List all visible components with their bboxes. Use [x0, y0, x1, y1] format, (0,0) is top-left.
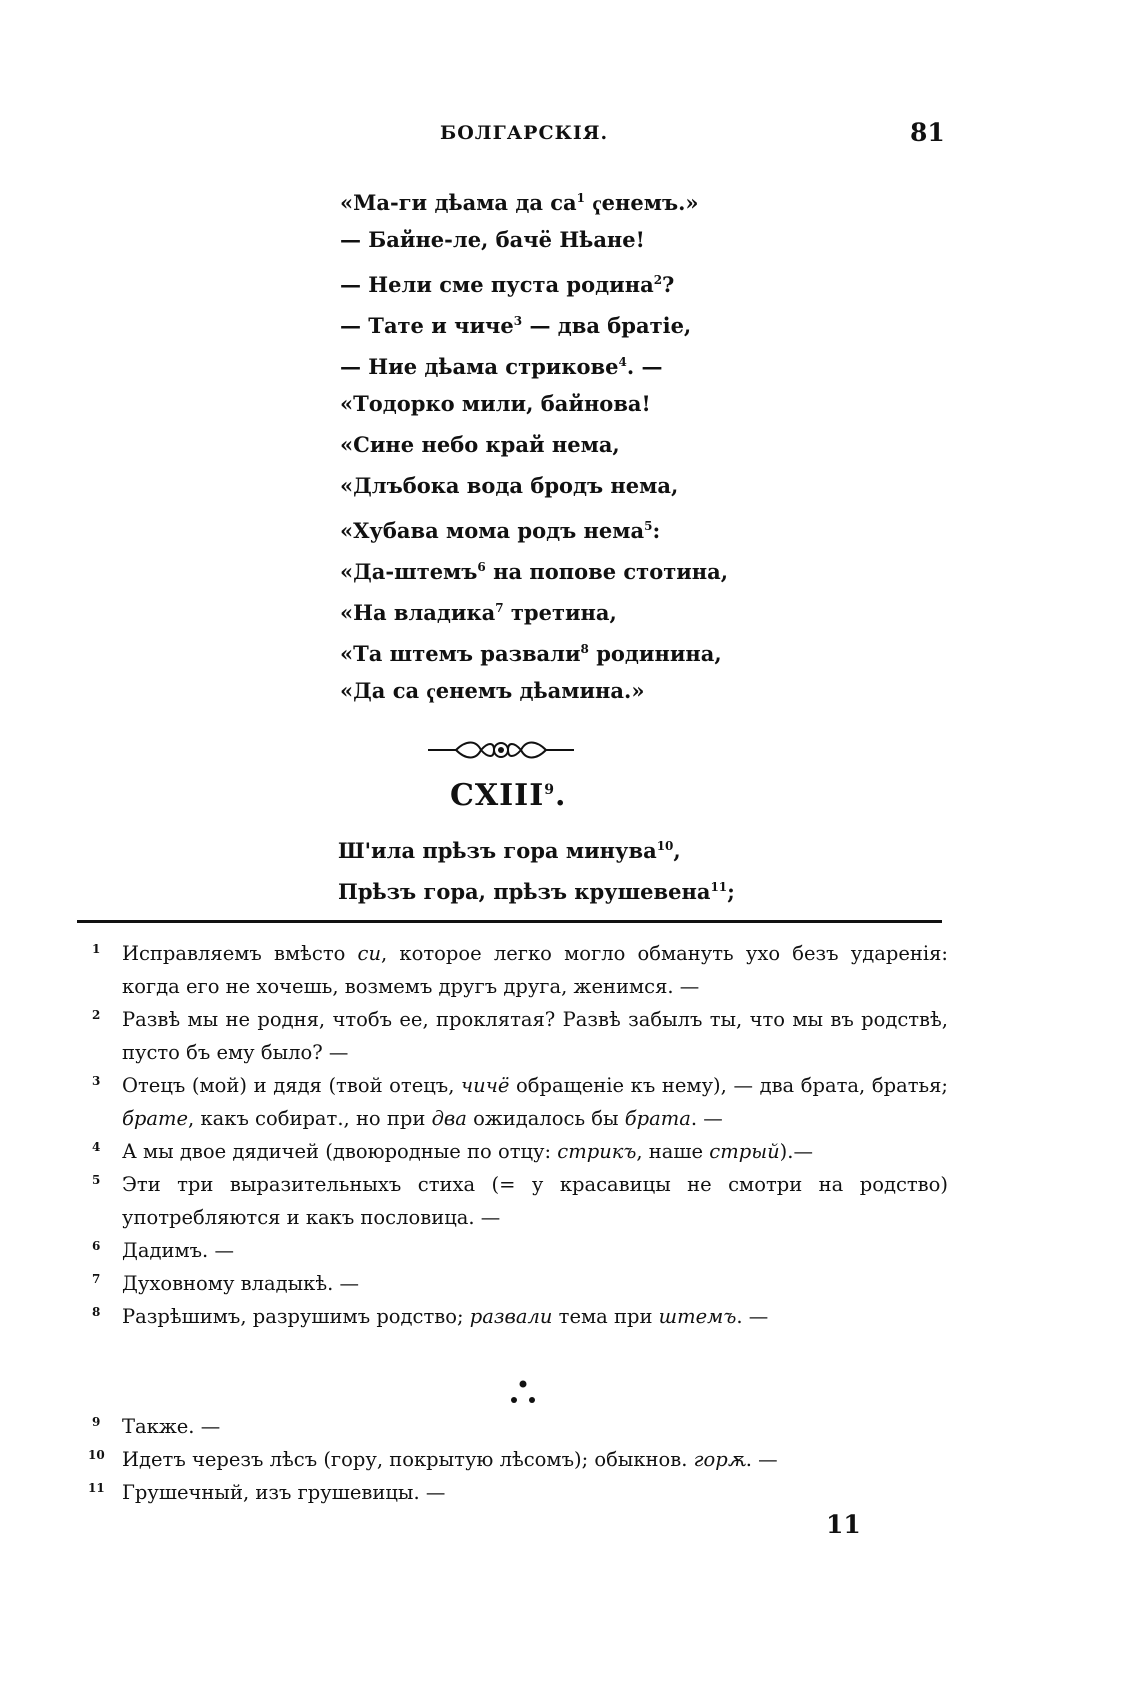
verse-text: — Байне-ле, бачё Нҍане!	[340, 227, 645, 252]
footnote-text: А мы двое дядичей (двоюродные по отцу:	[122, 1140, 558, 1163]
footnote-italic: си	[357, 942, 382, 965]
verse-line	[340, 465, 840, 506]
section-title-note: 9	[544, 782, 556, 798]
footnote	[92, 1234, 948, 1267]
verse-line	[340, 219, 840, 260]
verse-line	[340, 670, 840, 711]
poem-verse-2	[338, 826, 838, 908]
verse-tail: . —	[626, 354, 663, 379]
verse-tail: на попове стотина,	[485, 559, 729, 584]
note-ref: 2	[653, 273, 663, 287]
footnote	[88, 1476, 948, 1509]
footnote-rule	[77, 920, 942, 923]
footnote-number: 6	[92, 1239, 101, 1253]
note-ref: 4	[618, 355, 627, 369]
footnote-text: ожидалось бы	[466, 1107, 625, 1130]
footnote-number: 8	[92, 1305, 101, 1319]
ornament-divider-icon	[426, 738, 576, 762]
verse2-line	[338, 867, 838, 908]
verse-text: «Да са ҁенемъ дҍамина.»	[340, 678, 645, 703]
footnote-text: Также. —	[122, 1415, 221, 1438]
footnote-text: Эти три выразительныхъ стиха (= у красавицы не смотри на родство) употребляются и какъ пословица. —	[122, 1173, 948, 1229]
footnote-number: 4	[92, 1140, 101, 1154]
verse-line	[340, 260, 840, 301]
verse-line	[340, 301, 840, 342]
footnote-italic: два	[431, 1107, 467, 1130]
verse-text: «Тодорко мили, байнова!	[340, 391, 651, 416]
verse-line	[340, 547, 840, 588]
verse-tail: ,	[673, 838, 681, 863]
verse-line	[340, 424, 840, 465]
footnotes	[92, 937, 948, 1333]
verse-line	[340, 383, 840, 424]
note-ref: 1	[576, 191, 586, 205]
footnote-italic: брате	[122, 1107, 189, 1130]
footnote-italic: развали	[469, 1305, 553, 1328]
footnote-number: 2	[92, 1008, 101, 1022]
footnote-italic: чичё	[461, 1074, 510, 1097]
footnote-text: Исправляемъ вмѣсто	[122, 942, 358, 965]
verse-tail: третина,	[503, 600, 617, 625]
footnote-number: 9	[92, 1415, 101, 1429]
verse-tail: — два братіе,	[522, 313, 692, 338]
section-title: CXIII$^9$.	[450, 778, 567, 813]
footnote	[92, 937, 948, 1003]
footnote-italic: стрый	[709, 1140, 780, 1163]
footnote-number: 1	[92, 942, 101, 956]
footnote-text: . —	[745, 1448, 778, 1471]
footnote-italic: штемъ	[658, 1305, 737, 1328]
verse-line	[340, 629, 840, 670]
verse-text: «Длъбока вода бродъ нема,	[340, 473, 679, 498]
footnote-italic: горѫ	[693, 1448, 746, 1471]
footnote-number: 3	[92, 1074, 101, 1088]
footnote-text: Дадимъ. —	[122, 1239, 234, 1262]
footnote-text: ).—	[779, 1140, 813, 1163]
footnote-text: , какъ собират., но при	[188, 1107, 432, 1130]
footnote-text: Разрѣшимъ, разрушимъ родство;	[122, 1305, 470, 1328]
verse-text: — Ние дҍама стрикове	[340, 354, 619, 379]
footnote-text: Духовному владыкѣ. —	[122, 1272, 359, 1295]
footnote-text: Идетъ черезъ лѣсъ (гору, покрытую лѣсомъ); обыкнов.	[122, 1448, 694, 1471]
footnote-text: , наше	[636, 1140, 710, 1163]
footnote	[92, 1135, 948, 1168]
note-ref: 8	[580, 642, 589, 656]
note-ref: 3	[513, 314, 523, 328]
footnote-text: Отецъ (мой) и дядя (твой отецъ,	[122, 1074, 462, 1097]
footnote-number: 11	[88, 1481, 105, 1495]
footnote-text: . —	[690, 1107, 723, 1130]
verse-line	[340, 506, 840, 547]
verse-text: «Та штемъ развали	[340, 641, 581, 666]
footnote-number: 5	[92, 1173, 101, 1187]
footnote-text: обращеніе къ нему), — два брата, братья;	[509, 1074, 948, 1097]
note-ref: 7	[495, 601, 504, 615]
note-ref: 6	[477, 560, 486, 574]
verse-tail: ;	[727, 879, 735, 904]
footnote-text: . —	[736, 1305, 769, 1328]
verse-tail: ҁенемъ.»	[585, 190, 699, 215]
footnote-number: 10	[88, 1448, 105, 1462]
verse-text: — Тате и чиче	[340, 313, 514, 338]
verse-text: «Хубава мома родъ нема	[340, 518, 645, 543]
verse-text: Прҍзъ гора, прҍзъ крушевена	[338, 879, 711, 904]
footnote-text: , которое легко могло обмануть ухо безъ ударенія: когда его не хочешь, возмемъ другъ друга, женимся. —	[122, 942, 948, 998]
verse-text: «Сине небо край нема,	[340, 432, 620, 457]
note-ref: 11	[710, 880, 728, 894]
section-title-text: CXIII	[450, 778, 545, 813]
footnote-number: 7	[92, 1272, 101, 1286]
footnote-text: тема при	[552, 1305, 659, 1328]
verse-tail: ?	[662, 272, 675, 297]
footnote	[88, 1443, 948, 1476]
verse-text: Ш'ила прҍзъ гора минува	[338, 838, 657, 863]
note-ref: 10	[656, 839, 674, 853]
page-number: 81	[910, 118, 945, 147]
footnotes-2	[88, 1410, 948, 1509]
footnote	[92, 1267, 948, 1300]
note-ref: 5	[644, 519, 653, 533]
footnote-italic: стрикъ	[557, 1140, 637, 1163]
poem-verse	[340, 178, 840, 711]
verse-line	[340, 342, 840, 383]
verse-tail: родинина,	[588, 641, 722, 666]
footnote-italic: брата	[624, 1107, 691, 1130]
footnote	[92, 1168, 948, 1234]
footnote-text: Развѣ мы не родня, чтобъ ее, проклятая? Развѣ забылъ ты, что мы въ родствѣ, пусто бъ ему было? —	[122, 1008, 948, 1064]
verse-line	[340, 178, 840, 219]
verse-tail: :	[652, 518, 661, 543]
signature-folio: 11	[826, 1510, 861, 1539]
verse-text: — Нели сме пуста родина	[340, 272, 654, 297]
footnote	[92, 1069, 948, 1135]
running-title: БОЛГАРСКІЯ.	[440, 122, 609, 144]
footnote	[92, 1003, 948, 1069]
footnote	[92, 1410, 948, 1443]
verse2-line	[338, 826, 838, 867]
footnote	[92, 1300, 948, 1333]
verse-text: «На владика	[340, 600, 496, 625]
verse-text: «Ма-ги дҍама да са	[340, 190, 577, 215]
verse-line	[340, 588, 840, 629]
footnote-text: Грушечный, изъ грушевицы. —	[122, 1481, 446, 1504]
verse-text: «Да-штемъ	[340, 559, 478, 584]
